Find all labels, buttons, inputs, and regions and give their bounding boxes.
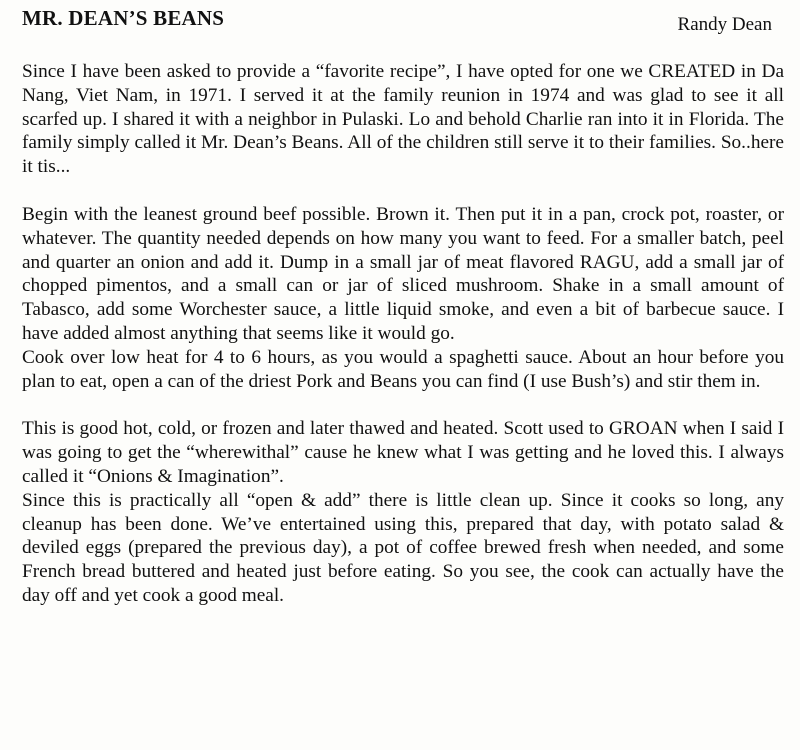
page-header [22,6,772,40]
serving-paragraph: This is good hot, cold, or frozen and later thawed and heated. Scott used to GROAN when I said I was going to get the “wherewithal” cause he knew what I was getting and he loved this. I always called it “Onions & Imagination”. [22,418,784,487]
cooking-paragraph: Cook over low heat for 4 to 6 hours, as you would a spaghetti sauce. About an hour before you plan to eat, open a can of the driest Pork and Beans you can find (I use Bush’s) and stir them in. [22,346,784,392]
paragraph-gap [22,393,784,417]
recipe-title: MR. DEAN’S BEANS [22,6,225,30]
author-name: Randy Dean [677,14,772,35]
intro-paragraph: Since I have been asked to provide a “favorite recipe”, I have opted for one we CREATED in Da Nang, Viet Nam, in 1971. I served it at the family reunion in 1974 and was glad to see it all scarfed up. I shared it with a neighbor in Pulaski. Lo and behold Charlie ran into it in Florida. The family simply called it Mr. Dean’s Beans. All of the children still serve it to their families. So..here it tis... [22,61,784,178]
closing-paragraph: Since this is practically all “open & add” there is little clean up. Since it cooks so long, any cleanup has been done. We’ve entertained using this, prepared that day, with potato salad & deviled eggs (prepared the previous day), a pot of coffee brewed fresh when needed, and some French bread buttered and heated just before eating. So you see, the cook can actually have the day off and yet cook a good meal. [22,489,784,606]
paragraph-gap [22,179,784,203]
instructions-paragraph: Begin with the leanest ground beef possible. Brown it. Then put it in a pan, crock pot, roaster, or whatever. The quantity needed depends on how many you want to feed. For a smaller batch, peel and quarter an onion and add it. Dump in a small jar of meat flavored RAGU, add a small jar of chopped pimentos, and a small can or jar of sliced mushroom. Shake in a small amount of Tabasco, add some Worchester sauce, a little liquid smoke, and even a bit of barbecue sauce. I have added almost anything that seems like it would go. [22,203,784,344]
recipe-body [22,60,784,608]
